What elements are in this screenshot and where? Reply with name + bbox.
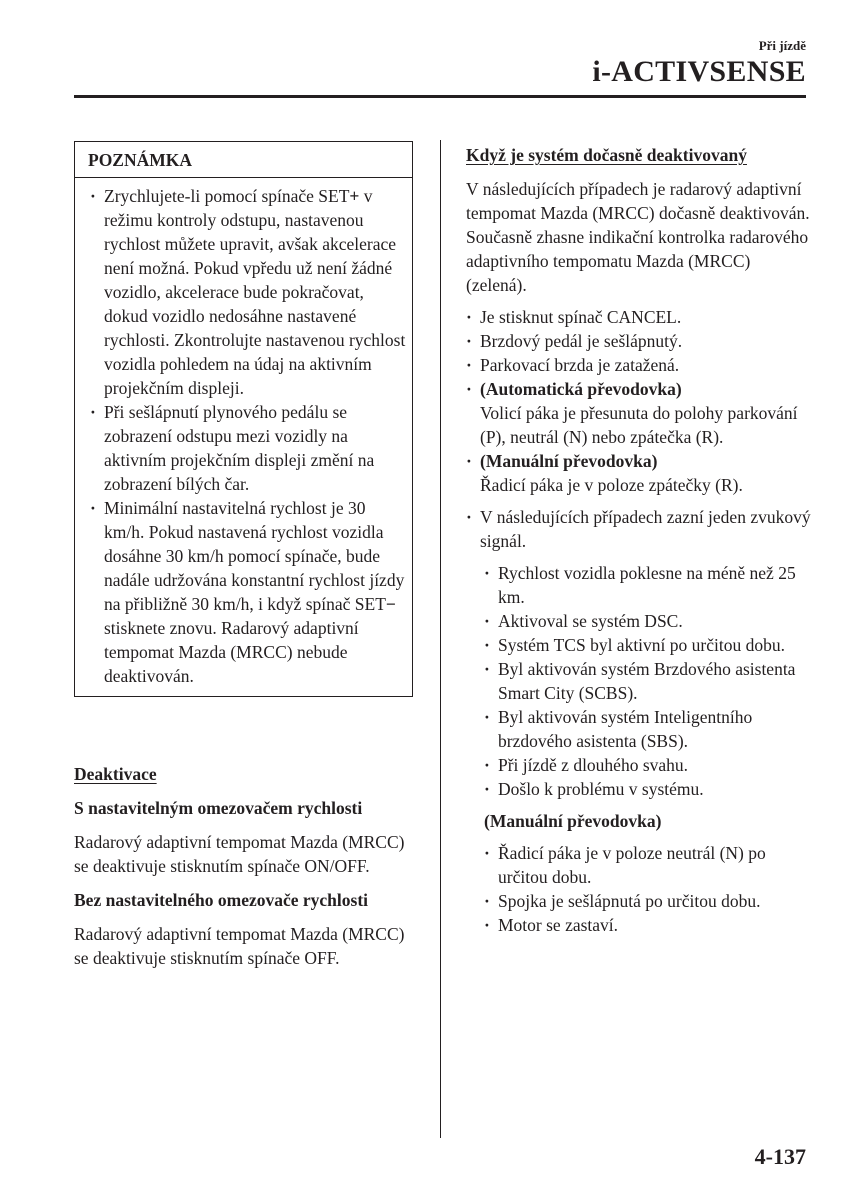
intro-paragraph: V následujících případech je radarový adaptivní tempomat Mazda (MRCC) dočasně deaktivován. Současně zhasne indikační kontrolka radarového adaptivního tempomatu Mazda (MRCC) (zelená). <box>466 179 810 295</box>
list-item: · Systém TCS byl aktivní po určitou dobu. <box>484 633 811 657</box>
list-item: · V následujících případech zazní jeden zvukový signál. <box>466 505 811 553</box>
note-body <box>75 178 412 696</box>
subheading: (Manuální převodovka) <box>484 811 662 831</box>
list-item: · Motor se zastaví. <box>484 913 811 937</box>
list-item: · Při jízdě z dlouhého svahu. <box>484 753 811 777</box>
subheading: S nastavitelným omezovačem rychlosti <box>74 798 363 818</box>
list-item: · Řadicí páka je v poloze neutrál (N) po určitou dobu. <box>484 841 811 889</box>
note-item <box>90 184 406 400</box>
note-item <box>90 400 406 496</box>
list-item-text: Volicí páka je přesunuta do polohy parkování (P), neutrál (N) nebo zpátečka (R). <box>480 403 798 447</box>
list-item: · Rychlost vozidla poklesne na méně než 25 km. <box>484 561 811 609</box>
list-item-label: · (Manuální převodovka) <box>480 451 658 471</box>
column-divider <box>440 140 441 1138</box>
list-item: · Došlo k problému v systému. <box>484 777 811 801</box>
note-box <box>74 141 413 697</box>
list-item: · Byl aktivován systém Inteligentního brzdového asistenta (SBS). <box>484 705 811 753</box>
list-item: · Aktivoval se systém DSC. <box>484 609 811 633</box>
page-number: 4-137 <box>754 1144 806 1169</box>
condition-list <box>466 305 811 553</box>
list-item-label: · (Automatická převodovka) <box>480 379 682 399</box>
temporary-heading: Když je systém dočasně deaktivovaný <box>466 145 747 165</box>
note-item <box>90 496 406 688</box>
paragraph: Radarový adaptivní tempomat Mazda (MRCC) se deaktivuje stisknutím spínače OFF. <box>74 924 405 968</box>
beep-list <box>466 561 811 801</box>
list-item: · Spojka je sešlápnutá po určitou dobu. <box>484 889 811 913</box>
note-item-text: Zrychlujete-li pomocí spínače SET <box>104 186 350 206</box>
page-title: i-ACTIVSENSE <box>592 55 806 88</box>
note-item-text: Při sešlápnutí plynového pedálu se zobrazení odstupu mezi vozidly na aktivním projekčním displeji změní na zobrazení bílých čar. <box>104 402 375 494</box>
note-title: POZNÁMKA <box>75 142 412 178</box>
note-item-text: Minimální nastavitelná rychlost je 30 km/h. Pokud nastavená rychlost vozidla dosáhne 30 km/h pomocí spínače, bude nadále udržována konstantní rychlost jízdy na přibližně 30 km/h, i když spínač SET <box>104 498 405 614</box>
plus-icon: + <box>349 186 360 206</box>
paragraph: Radarový adaptivní tempomat Mazda (MRCC) se deaktivuje stisknutím spínače ON/OFF. <box>74 832 405 876</box>
temporary-deactivation-section <box>466 143 811 937</box>
subheading: Bez nastavitelného omezovače rychlosti <box>74 890 369 910</box>
list-item: · Je stisknut spínač CANCEL. <box>466 305 811 329</box>
list-item <box>466 449 811 497</box>
manual-list <box>466 841 811 937</box>
list-item: · Parkovací brzda je zatažená. <box>466 353 811 377</box>
list-item-text: Řadicí páka je v poloze zpátečky (R). <box>480 475 743 495</box>
header-section-label: Při jízdě <box>758 38 806 53</box>
note-item-text: v režimu kontroly odstupu, nastavenou rychlost můžete upravit, avšak akcelerace není možná. Pokud vpředu už není žádné vozidlo, akcelerace bude pokračovat, dokud vozidlo nedosáhne nastavené rychlosti. Zkontrolujte nastavenou rychlost vozidla pohledem na údaj na aktivním projekčním displeji. <box>104 186 406 398</box>
list-item: · Brzdový pedál je sešlápnutý. <box>466 329 811 353</box>
minus-icon: − <box>385 594 396 614</box>
list-item: · Byl aktivován systém Brzdového asistenta Smart City (SCBS). <box>484 657 811 705</box>
deactivation-section <box>74 762 414 970</box>
deactivation-heading: Deaktivace <box>74 764 157 784</box>
note-item-text: stisknete znovu. Radarový adaptivní tempomat Mazda (MRCC) nebude deaktivován. <box>104 618 359 686</box>
header-rule <box>74 95 806 98</box>
list-item <box>466 377 811 449</box>
